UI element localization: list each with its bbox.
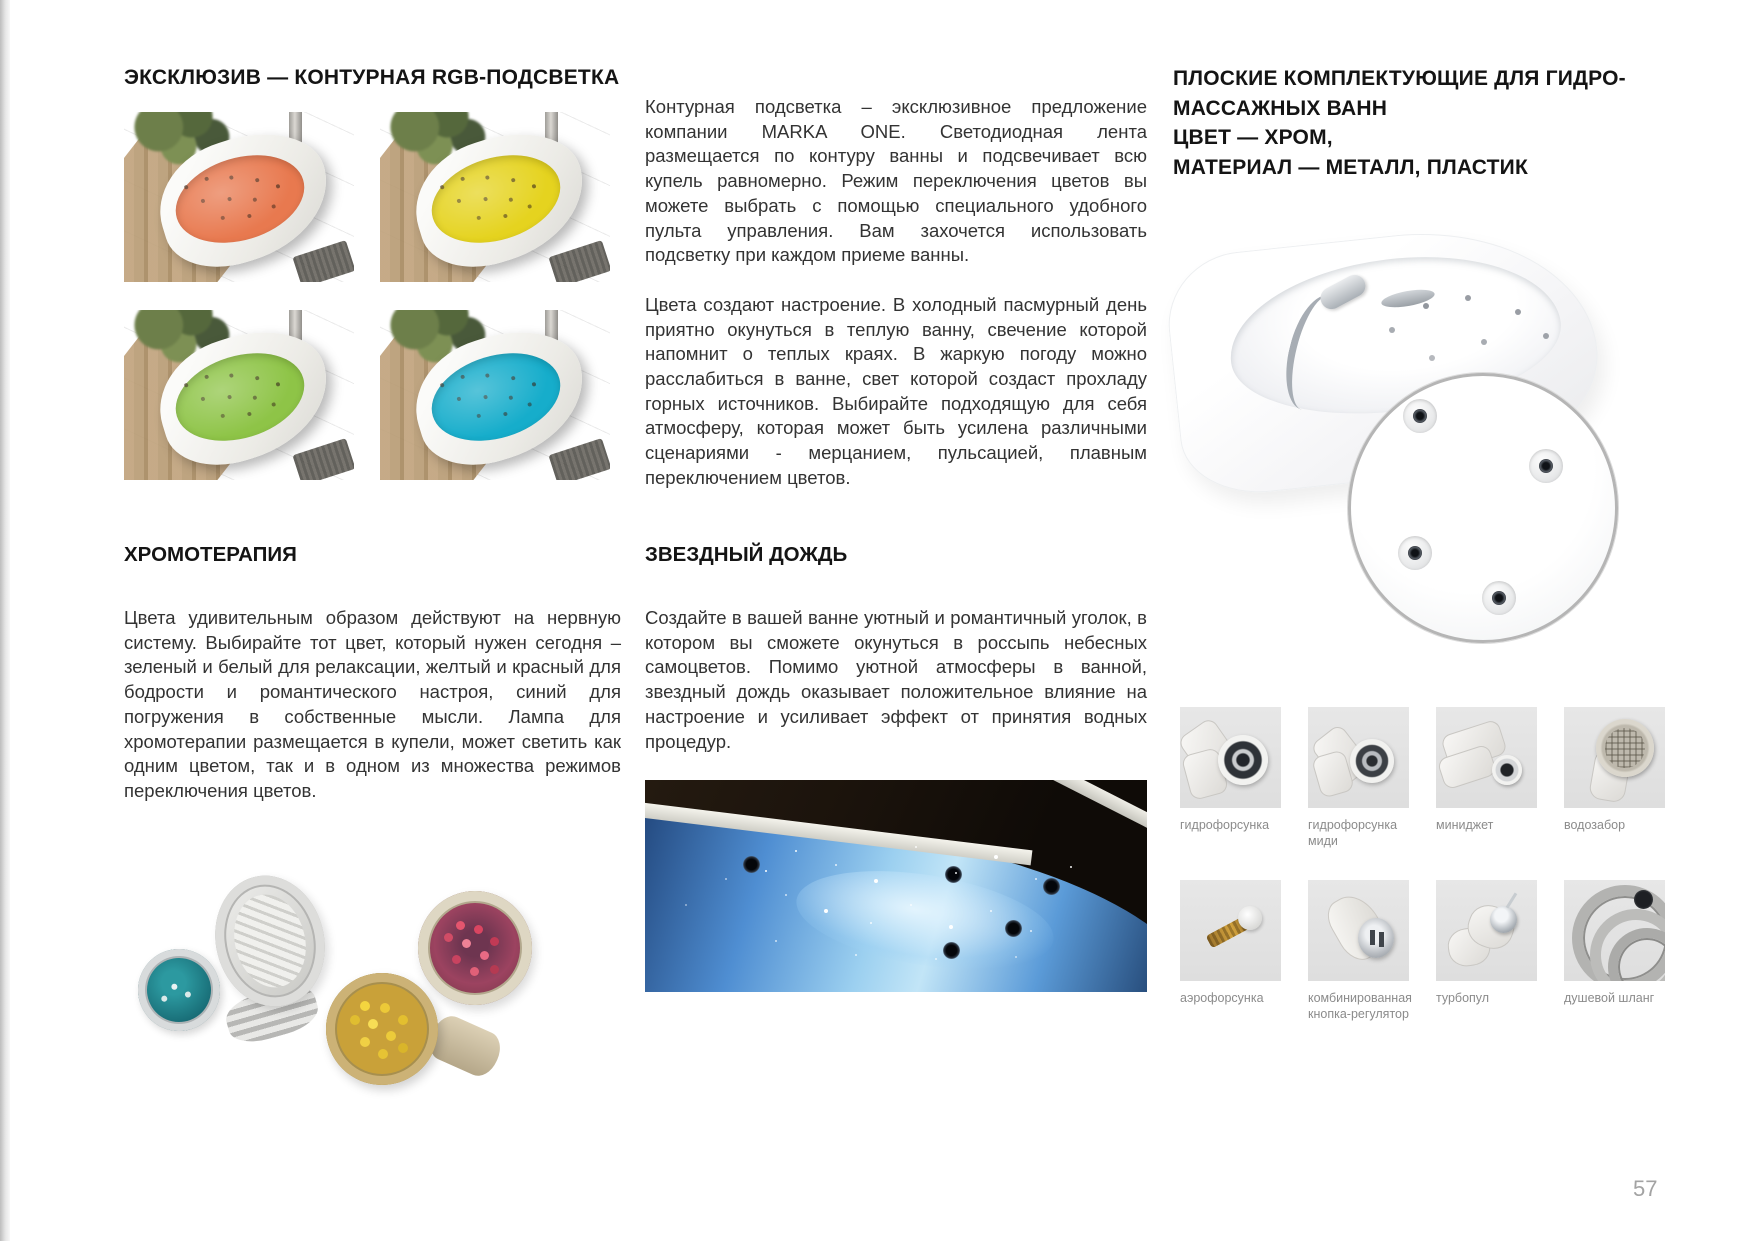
- jet-face: [1218, 735, 1268, 785]
- component-label: турбопул: [1436, 991, 1490, 1005]
- white-cap: [1238, 906, 1262, 930]
- hydro-jet-midi-photo: [1308, 707, 1409, 808]
- component-label: аэрофорсунка: [1180, 991, 1264, 1005]
- rgb-tub-photo-yellow: [380, 112, 610, 282]
- components-heading-line-4: МАТЕРИАЛ — МЕТАЛЛ, ПЛАСТИК: [1173, 155, 1528, 179]
- hose-connector: [1634, 890, 1653, 909]
- jet-closeup: [945, 866, 962, 883]
- component-item: [1436, 707, 1537, 849]
- jet-closeup: [1398, 536, 1432, 570]
- floor-grate: [292, 240, 354, 282]
- teal-lamp: [132, 943, 227, 1038]
- jet-dots: [184, 185, 189, 190]
- component-item: [1308, 707, 1409, 849]
- component-label: комбинированная кнопка-регулятор: [1308, 991, 1412, 1021]
- yellow-led-lamp: [326, 973, 438, 1085]
- hydro-jet-photo: [1180, 707, 1281, 808]
- jet-dots: [184, 383, 189, 388]
- components-grid-row-1: [1180, 707, 1665, 849]
- jet-dots: [440, 185, 445, 190]
- component-label: гидрофорсунка: [1180, 818, 1270, 832]
- components-heading-line-1: ПЛОСКИЕ КОМПЛЕКТУЮЩИЕ ДЛЯ ГИДРО-: [1173, 67, 1626, 90]
- jet-closeup: [1403, 399, 1437, 433]
- component-item: [1180, 707, 1281, 849]
- rgb-paragraph-2: Цвета создают настроение. В холодный пасмурный день приятно окунуться в теплую ванну, свечение которой напомнит о теплых краях. В жаркую погоду можно расслабиться в ванне, свет которой создаст прохладу горных источников. Выбирайте подходящую для себя атмосферу, которая может быть усилена различными сценариями - мерцанием, пульсацией, плавным переключением цветов.: [645, 293, 1147, 488]
- component-item: [1180, 880, 1281, 1022]
- turbopool-photo: [1436, 880, 1537, 981]
- component-label: водозабор: [1564, 818, 1626, 832]
- jet-closeup: [1043, 878, 1060, 895]
- mesh-face: [1596, 719, 1654, 777]
- jet-closeup: [1005, 920, 1022, 937]
- page-edge-strip: [0, 0, 10, 1241]
- component-item: [1564, 880, 1665, 1022]
- jet-dots: [440, 383, 445, 388]
- red-led-lamp: [418, 891, 532, 1005]
- chrome-face: [1358, 918, 1394, 958]
- floor-grate: [292, 438, 354, 480]
- water-intake-photo: [1564, 707, 1665, 808]
- rgb-paragraph-1: Контурная подсветка – эксклюзивное предложение компании MARKA ONE. Светодиодная лента размещается по контуру ванны и подсвечивает всю купель равномерно. Режим переключения цветов вы можете выбрать с помощью специального удобного пульта управления. Вам захочется использовать подсветку при каждом приеме ванны.: [645, 96, 1147, 266]
- jet-closeup: [1529, 449, 1563, 483]
- chromotherapy-lamps-photo: [130, 875, 560, 1110]
- component-item: [1436, 880, 1537, 1022]
- chromotherapy-text: Цвета удивительным образом действуют на нервную систему. Выбирайте тот цвет, который нужен сегодня – зеленый и белый для релаксации, желтый и красный для бодрости и романтического настроя, синий для погружения в собственные мысли. Лампа для хромотерапии размещается в купели, может светить как одним цветом, так и в одном из множества режимов переключения цветов.: [124, 607, 621, 801]
- tub-rim: [992, 780, 1147, 853]
- aero-jet-photo: [1180, 880, 1281, 981]
- jets-magnifier-circle: [1348, 373, 1618, 643]
- component-item: [1564, 707, 1665, 849]
- rgb-section-heading: ЭКСКЛЮЗИВ — КОНТУРНАЯ RGB-ПОДСВЕТКА: [124, 66, 620, 89]
- minijet-photo: [1436, 707, 1537, 808]
- star-rain-photo: [645, 780, 1147, 992]
- combo-button-photo: [1308, 880, 1409, 981]
- jet-closeup: [743, 856, 760, 873]
- rgb-section-text: [645, 95, 1147, 491]
- component-label: гидрофорсунка миди: [1308, 818, 1398, 848]
- chrome-dome: [1490, 906, 1517, 933]
- components-heading-line-2: МАССАЖНЫХ ВАНН: [1173, 96, 1388, 120]
- shower-hose-photo: [1564, 880, 1665, 981]
- jet-closeup: [1482, 581, 1516, 615]
- lamp-buttons: [171, 983, 178, 990]
- hydromassage-bathtub-photo: [1173, 195, 1670, 643]
- components-heading: [1173, 64, 1678, 182]
- jet-dots: [1423, 303, 1429, 309]
- face-slots: [1370, 930, 1375, 945]
- components-grid-row-2: [1180, 880, 1665, 1022]
- yellow-led-dots: [360, 1001, 370, 1011]
- component-item: [1308, 880, 1412, 1022]
- red-led-dots: [456, 921, 465, 930]
- component-label: миниджет: [1436, 818, 1494, 832]
- jet-face: [1350, 739, 1394, 783]
- jet-face: [1492, 755, 1522, 785]
- star-rain-text: Создайте в вашей ванне уютный и романтичный уголок, в котором вы сможете окунуться в россыпь небесных самоцветов. Помимо уютной атмосферы в ванной, звездный дождь оказывает положительное влияние на настроение и усиливает эффект от принятия водных процедур.: [645, 607, 1147, 752]
- jet-closeup: [943, 942, 960, 959]
- rgb-tub-photo-green: [124, 310, 354, 480]
- component-label: душевой шланг: [1564, 991, 1655, 1005]
- floor-grate: [548, 240, 610, 282]
- rgb-tub-photo-orange: [124, 112, 354, 282]
- chromotherapy-heading: ХРОМОТЕРАПИЯ: [124, 543, 297, 566]
- chrome-mesh-lamp: [202, 864, 339, 1018]
- floor-grate: [548, 438, 610, 480]
- rgb-tub-photo-cyan: [380, 310, 610, 480]
- star-lights: [765, 870, 767, 872]
- star-rain-heading: ЗВЕЗДНЫЙ ДОЖДЬ: [645, 543, 848, 566]
- components-heading-line-3: ЦВЕТ — ХРОМ,: [1173, 126, 1333, 149]
- page-number: 57: [1633, 1176, 1658, 1201]
- pin: [1506, 892, 1518, 908]
